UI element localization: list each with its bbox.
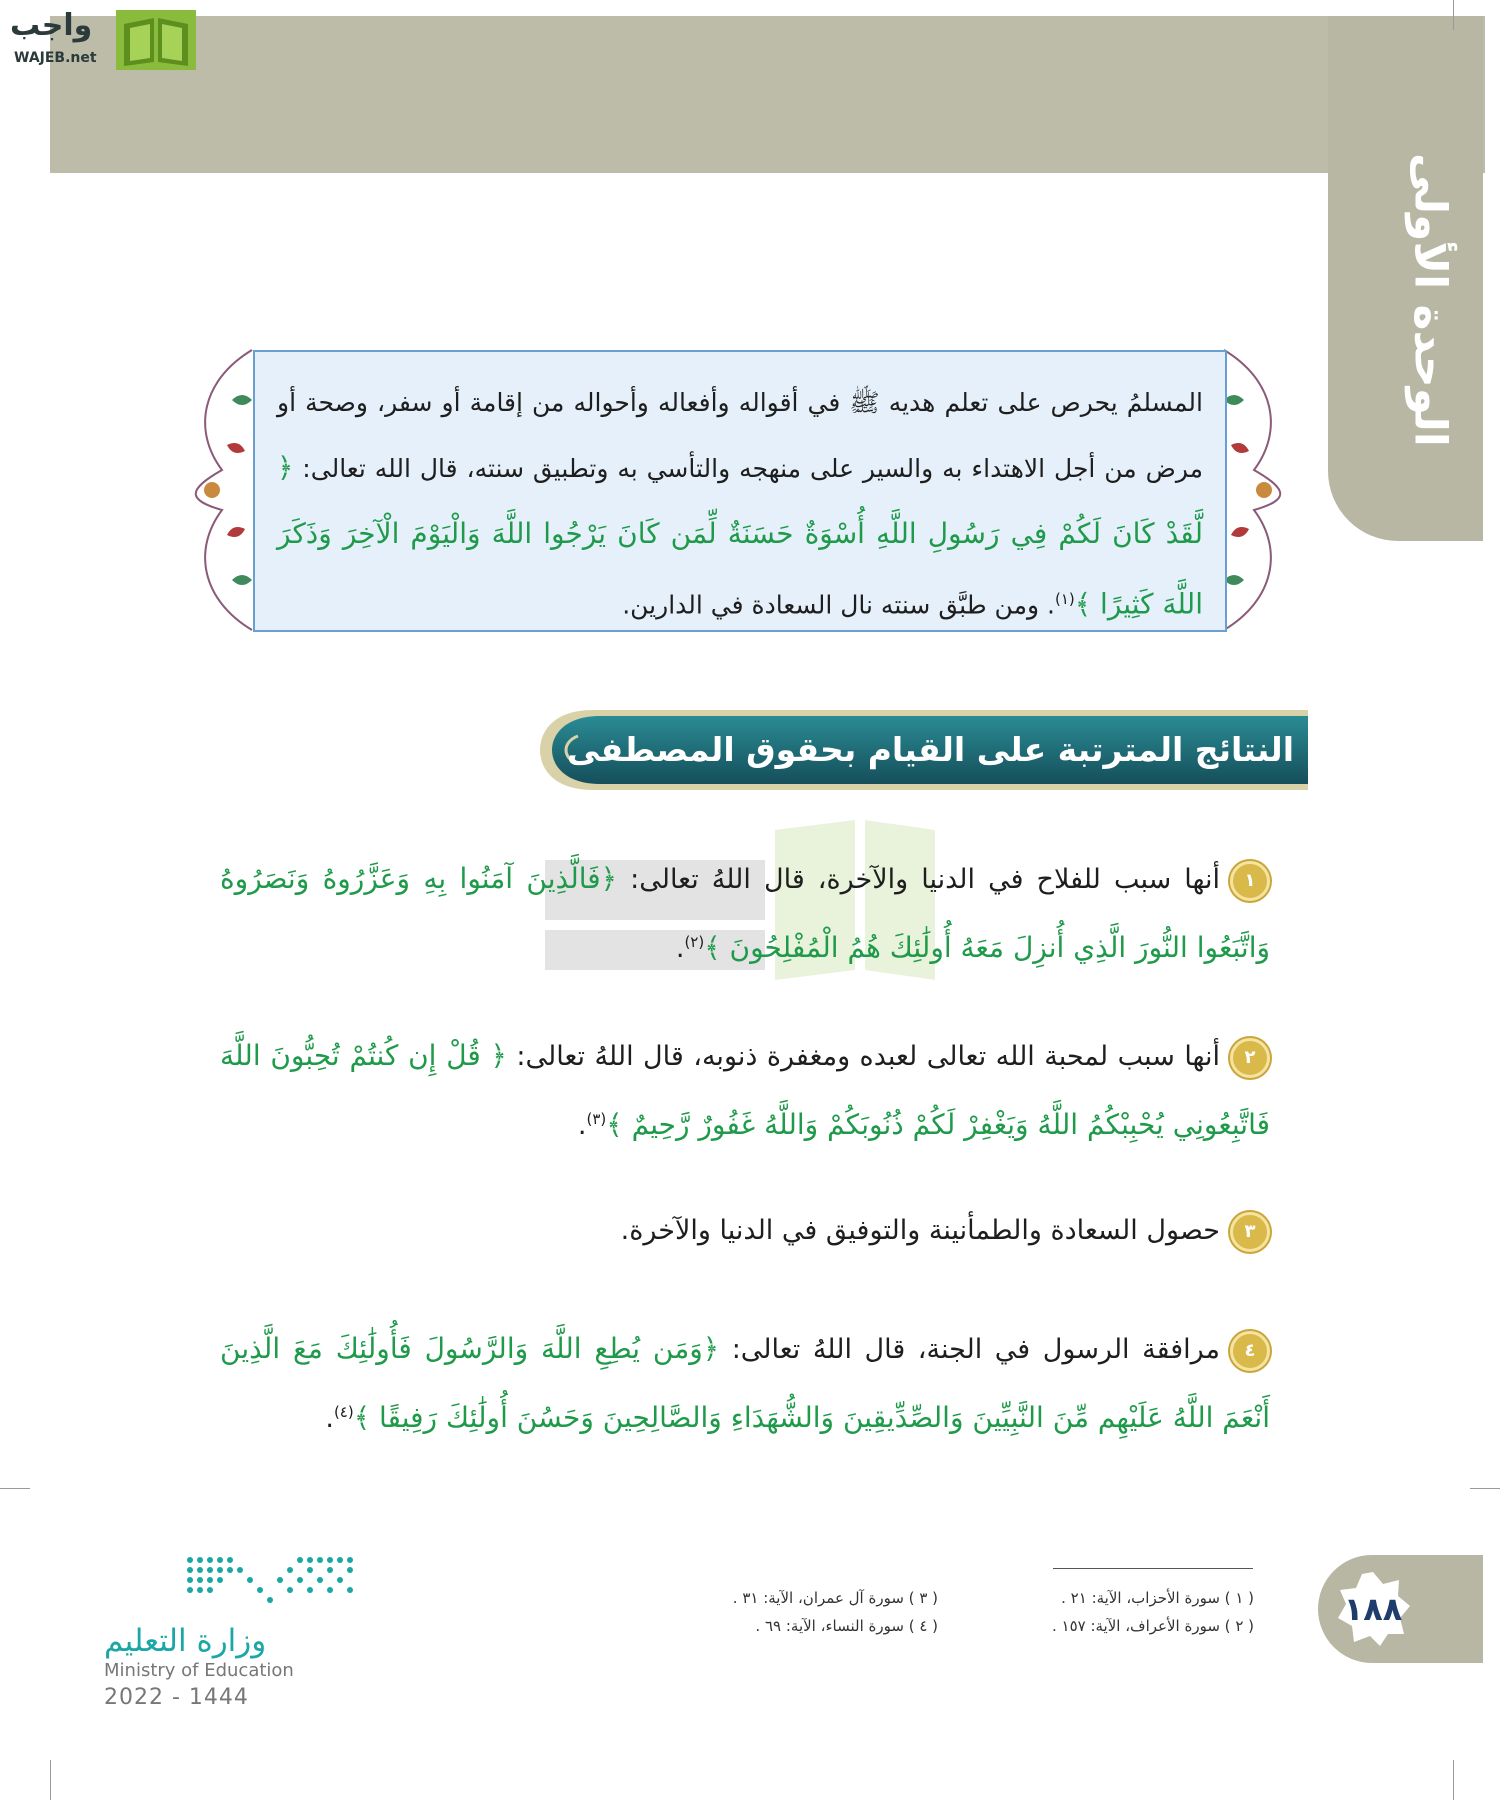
result-text: حصول السعادة والطمأنينة والتوفيق في الدنيا والآخرة. xyxy=(620,1215,1220,1246)
footnote-4: ( ٤ ) سورة النساء، الآية: ٦٩ . xyxy=(755,1617,938,1635)
result-footnote-ref: (٤) xyxy=(333,1403,354,1421)
crop-mark xyxy=(1453,1760,1454,1800)
result-verse: ﴿وَمَن يُطِعِ اللَّهَ وَالرَّسُولَ فَأُولَٰئِكَ مَعَ الَّذِينَ أَنْعَمَ اللَّهُ عَلَيْهِم مِّنَ النَّبِيِّينَ وَالصِّدِّيقِينَ وَالشُّهَدَاءِ وَالصَّالِحِينَ وَحَسُنَ أُولَٰئِكَ رَفِيقًا ﴾ xyxy=(220,1332,1270,1434)
footnote-1: ( ١ ) سورة الأحزاب، الآية: ٢١ . xyxy=(1061,1589,1254,1607)
result-item-1 xyxy=(220,848,1270,980)
footnote-2: ( ٢ ) سورة الأعراف، الآية: ١٥٧ . xyxy=(1051,1617,1254,1635)
intro-text-part1: المسلمُ يحرص على تعلم هديه ﷺ في أقواله وأفعاله وأحواله من إقامة أو سفر، وصحة أو مرض من أجل الاهتداء به والسير على منهجه والتأسي به وتطبيق سنته، قال الله تعالى: xyxy=(277,388,1203,483)
top-header-band xyxy=(50,16,1485,173)
result-verse: ﴿ قُلْ إِن كُنتُمْ تُحِبُّونَ اللَّهَ فَاتَّبِعُونِي يُحْبِبْكُمُ اللَّهُ وَيَغْفِرْ لَكُمْ ذُنُوبَكُمْ وَاللَّهُ غَفُورٌ رَّحِيمٌ ﴾ xyxy=(220,1039,1270,1141)
footnote-rule xyxy=(1053,1568,1253,1569)
result-item-3 xyxy=(220,1200,1270,1262)
item-number-badge: ١ xyxy=(1230,861,1270,901)
crop-mark xyxy=(50,1760,51,1800)
logo-latin-text: WAJEB.net xyxy=(14,50,97,66)
crop-mark xyxy=(1453,0,1454,30)
logo-arabic-text: واجب xyxy=(10,8,93,43)
item-number-badge: ٤ xyxy=(1230,1331,1270,1371)
result-footnote-ref: (٢) xyxy=(684,933,705,951)
result-text: أنها سبب للفلاح في الدنيا والآخرة، قال اللهُ تعالى: xyxy=(617,864,1220,895)
result-text: أنها سبب لمحبة الله تعالى لعبده ومغفرة ذنوبه، قال اللهُ تعالى: xyxy=(506,1041,1221,1072)
page-number: ١٨٨ xyxy=(1343,1590,1403,1628)
result-item-2 xyxy=(220,1025,1270,1157)
intro-footnote-ref: (١) xyxy=(1054,590,1075,608)
result-footnote-ref: (٣) xyxy=(586,1110,607,1128)
result-verse: ﴿فَالَّذِينَ آمَنُوا بِهِ وَعَزَّرُوهُ وَنَصَرُوهُ وَاتَّبَعُوا النُّورَ الَّذِي أُنزِلَ مَعَهُ أُولَٰئِكَ هُمُ الْمُفْلِحُونَ ﴾ xyxy=(220,862,1270,964)
section-heading-banner xyxy=(538,706,1308,857)
wajeb-logo[interactable] xyxy=(8,8,188,68)
result-text: مرافقة الرسول في الجنة، قال اللهُ تعالى: xyxy=(719,1334,1220,1365)
section-heading: النتائج المترتبة على القيام بحقوق المصطفى ﷺ xyxy=(567,730,1294,857)
ministry-name-arabic: وزارة التعليم xyxy=(104,1623,267,1659)
intro-text-box xyxy=(253,350,1227,632)
result-end: . xyxy=(577,1110,587,1141)
ministry-logo-dots xyxy=(185,1555,355,1615)
result-end: . xyxy=(325,1403,334,1434)
intro-text-part2: . ومن طبَّق سنته نال السعادة في الدارين. xyxy=(622,590,1055,620)
intro-verse: ﴿ لَّقَدْ كَانَ لَكُمْ فِي رَسُولِ اللَّهِ أُسْوَةٌ حَسَنَةٌ لِّمَن كَانَ يَرْجُوا اللَّهَ وَالْيَوْمَ الْآخِرَ وَذَكَرَ اللَّهَ كَثِيرًا ﴾ xyxy=(277,451,1203,621)
result-item-4 xyxy=(220,1318,1270,1450)
ministry-name-english: Ministry of Education xyxy=(104,1660,294,1681)
unit-label: الوحدة الأولى xyxy=(1404,153,1456,447)
ministry-year: 2022 - 1444 xyxy=(104,1685,249,1710)
crop-mark xyxy=(0,1488,30,1489)
crop-mark xyxy=(1470,1488,1500,1489)
item-number-badge: ٢ xyxy=(1230,1038,1270,1078)
result-end: . xyxy=(675,933,685,964)
item-number-badge: ٣ xyxy=(1230,1212,1270,1252)
open-book-icon xyxy=(116,10,196,70)
footnote-3: ( ٣ ) سورة آل عمران، الآية: ٣١ . xyxy=(732,1589,938,1607)
